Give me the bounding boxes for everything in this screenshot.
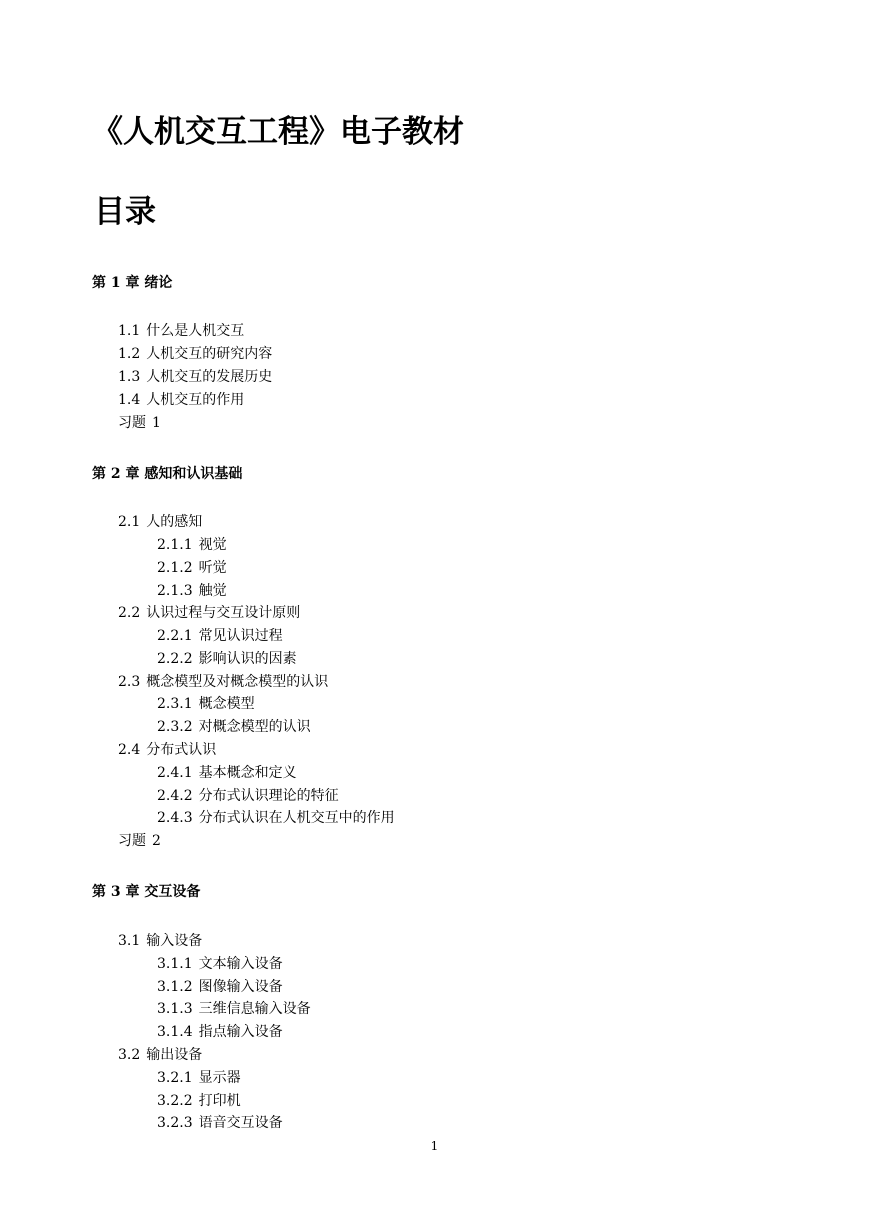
toc-entry: [157, 953, 283, 975]
toc-entry-text: 人机交互的发展历史: [146, 369, 273, 385]
toc-entry: [157, 1067, 241, 1089]
toc-entry: [157, 625, 283, 647]
toc-entry: [118, 389, 244, 411]
toc-entry-text: 概念模型及对概念模型的认识: [146, 674, 329, 690]
toc-entry: [118, 511, 202, 533]
toc-entry-text: 对概念模型的认识: [198, 719, 311, 735]
toc-entry-text: 输入设备: [146, 933, 203, 949]
toc-entry-text: 分布式认识在人机交互中的作用: [198, 810, 395, 826]
toc-entry: [118, 1044, 202, 1066]
toc-entry: [118, 366, 272, 388]
toc-entry-number: 2.1: [118, 514, 141, 530]
toc-entry-number: 2.3.1: [157, 696, 193, 712]
toc-entry-text: 认识过程与交互设计原则: [146, 605, 301, 621]
page-number: 1: [430, 1139, 439, 1153]
toc-entry: [118, 602, 300, 624]
toc-entry-text: 语音交互设备: [198, 1115, 283, 1131]
toc-entry: [118, 930, 202, 952]
toc-entry: [118, 412, 161, 434]
toc-entry-text: 分布式认识: [146, 742, 217, 758]
toc-entry-text: 图像输入设备: [198, 979, 283, 995]
toc-entry: [118, 739, 216, 761]
doc-title: 《人机交互工程》电子教材: [92, 114, 464, 150]
toc-entry: [118, 830, 161, 852]
toc-entry-number: 3.1.3: [157, 1001, 193, 1017]
toc-entry-text: 触觉: [198, 583, 227, 599]
chapter-heading: 第 2 章 感知和认识基础: [92, 466, 243, 482]
toc-entry-number: 2.2.2: [157, 651, 193, 667]
toc-entry-number: 2.1.1: [157, 537, 193, 553]
toc-entry: [157, 648, 297, 670]
toc-entry-text: 人的感知: [146, 514, 203, 530]
toc-entry-number: 3.2: [118, 1047, 141, 1063]
toc-entry-number: 1.4: [118, 392, 141, 408]
toc-entry: [157, 998, 311, 1020]
toc-entry-number: 3.1.2: [157, 979, 193, 995]
toc-entry-text: 指点输入设备: [198, 1024, 283, 1040]
toc-entry-text: 人机交互的作用: [146, 392, 245, 408]
toc-entry: [118, 343, 272, 365]
toc-entry: [157, 693, 255, 715]
toc-entry-number: 2.1.3: [157, 583, 193, 599]
toc-entry-text: 视觉: [198, 537, 227, 553]
toc-entry: [157, 534, 227, 556]
toc-entry: [157, 807, 395, 829]
toc-entry-text: 听觉: [198, 560, 227, 576]
toc-entry: [118, 320, 244, 342]
toc-entry-number: 2.1.2: [157, 560, 193, 576]
toc-entry-number: 2.4: [118, 742, 141, 758]
toc-entry-text: 打印机: [198, 1093, 241, 1109]
toc-entry: [157, 580, 227, 602]
toc-entry-number: 3.2.2: [157, 1093, 193, 1109]
toc-entry: [157, 1090, 241, 1112]
toc-entry: [157, 557, 227, 579]
toc-entry-text: 三维信息输入设备: [198, 1001, 311, 1017]
toc-entry-number: 习题: [118, 833, 146, 849]
toc-entry-number: 2.3.2: [157, 719, 193, 735]
toc-entry-number: 2.4.3: [157, 810, 193, 826]
toc-entry-number: 3.1.4: [157, 1024, 193, 1040]
toc-entry-number: 3.1: [118, 933, 141, 949]
chapter-heading: 第 3 章 交互设备: [92, 884, 201, 900]
toc-entry-number: 2.4.1: [157, 765, 193, 781]
toc-entry-number: 3.2.1: [157, 1070, 193, 1086]
toc-entry-text: 什么是人机交互: [146, 323, 245, 339]
toc-entry-number: 1.2: [118, 346, 141, 362]
toc-entry-text: 人机交互的研究内容: [146, 346, 273, 362]
toc-entry: [157, 976, 283, 998]
toc-entry-text: 常见认识过程: [198, 628, 283, 644]
toc-entry-number: 2.3: [118, 674, 141, 690]
chapter-heading: 第 1 章 绪论: [92, 275, 173, 291]
toc-entry-number: 3.1.1: [157, 956, 193, 972]
toc-entry-text: 输出设备: [146, 1047, 203, 1063]
toc-entry-text: 2: [152, 833, 161, 849]
toc-entry: [157, 1112, 283, 1134]
toc-entry-text: 分布式认识理论的特征: [198, 788, 339, 804]
toc-entry: [157, 1021, 283, 1043]
toc-entry-number: 3.2.3: [157, 1115, 193, 1131]
toc-entry-number: 习题: [118, 415, 146, 431]
toc-entry-text: 影响认识的因素: [198, 651, 297, 667]
toc-entry-text: 文本输入设备: [198, 956, 283, 972]
toc-entry-number: 1.3: [118, 369, 141, 385]
toc-entry: [157, 762, 297, 784]
toc-heading: 目录: [94, 194, 156, 230]
toc-entry: [157, 716, 311, 738]
toc-entry-text: 1: [152, 415, 161, 431]
toc-entry-number: 1.1: [118, 323, 141, 339]
toc-entry-number: 2.4.2: [157, 788, 193, 804]
toc-entry-text: 概念模型: [198, 696, 255, 712]
toc-entry: [157, 785, 339, 807]
toc-entry-text: 基本概念和定义: [198, 765, 297, 781]
toc-entry-number: 2.2.1: [157, 628, 193, 644]
toc-entry-number: 2.2: [118, 605, 141, 621]
toc-entry-text: 显示器: [198, 1070, 241, 1086]
toc-entry: [118, 671, 328, 693]
